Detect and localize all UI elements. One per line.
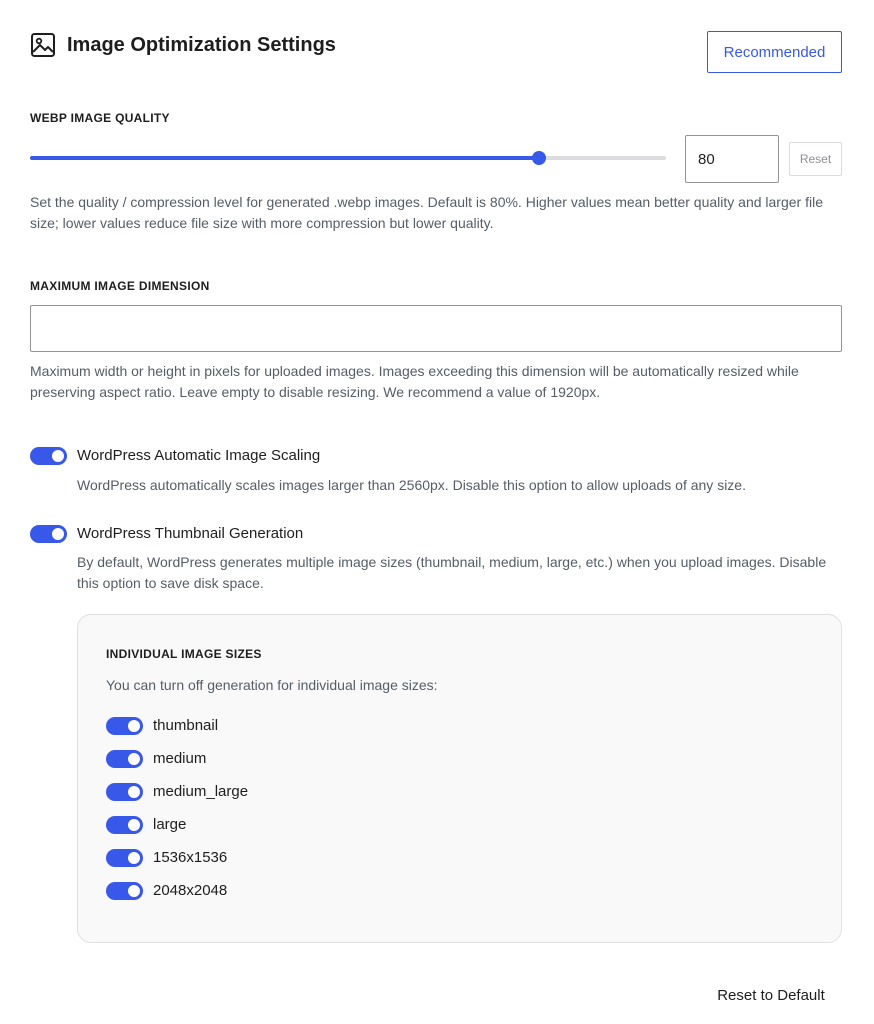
thumbnail-generation-help: By default, WordPress generates multiple image sizes (thumbnail, medium, large, etc.) when you upload images. Disable this option to save disk space. [77, 554, 827, 591]
size-toggle-thumbnail[interactable] [106, 717, 143, 735]
webp-quality-reset-button[interactable]: Reset [789, 142, 842, 176]
toggle-knob [128, 720, 140, 732]
auto-scaling-help: WordPress automatically scales images larger than 2560px. Disable this option to allow uploads of any size. [77, 477, 746, 493]
size-label-large: large [153, 816, 187, 833]
image-sizes-label: INDIVIDUAL IMAGE SIZES [106, 647, 262, 661]
toggle-knob [52, 528, 64, 540]
webp-quality-label: WEBP IMAGE QUALITY [30, 111, 170, 125]
size-label-1536x1536: 1536x1536 [153, 849, 228, 866]
size-toggle-2048x2048[interactable] [106, 882, 143, 900]
image-icon [30, 32, 56, 58]
page-title: Image Optimization Settings [67, 34, 336, 56]
toggle-knob [52, 450, 64, 462]
size-toggle-medium-large[interactable] [106, 783, 143, 801]
max-dimension-help: Maximum width or height in pixels for uploaded images. Images exceeding this dimension will be automatically resized while preserving aspect ratio. Leave empty to disable resizing. We recommend a value of 1920px. [30, 363, 799, 400]
size-label-2048x2048: 2048x2048 [153, 882, 228, 899]
thumbnail-generation-toggle[interactable] [30, 525, 67, 543]
size-toggle-large[interactable] [106, 816, 143, 834]
toggle-knob [128, 753, 140, 765]
size-toggle-1536x1536[interactable] [106, 849, 143, 867]
size-label-medium-large: medium_large [153, 783, 249, 800]
reset-to-default-button[interactable]: Reset to Default [700, 982, 842, 1008]
toggle-knob [128, 885, 140, 897]
webp-quality-input[interactable] [685, 135, 779, 183]
thumbnail-generation-label: WordPress Thumbnail Generation [77, 525, 304, 542]
webp-quality-slider-track[interactable] [30, 156, 666, 160]
webp-quality-slider-thumb[interactable] [532, 151, 546, 165]
auto-scaling-toggle[interactable] [30, 447, 67, 465]
max-dimension-input[interactable] [30, 305, 842, 352]
webp-quality-slider-fill [30, 156, 539, 160]
toggle-knob [128, 819, 140, 831]
auto-scaling-label: WordPress Automatic Image Scaling [77, 447, 321, 464]
size-toggle-medium[interactable] [106, 750, 143, 768]
image-sizes-help: You can turn off generation for individual image sizes: [106, 677, 438, 693]
webp-quality-help: Set the quality / compression level for generated .webp images. Default is 80%. Higher values mean better quality and larger file size; lower values reduce file size with more compression but lower quality. [30, 194, 823, 231]
size-label-thumbnail: thumbnail [153, 717, 219, 734]
size-label-medium: medium [153, 750, 207, 767]
toggle-knob [128, 852, 140, 864]
max-dimension-label: MAXIMUM IMAGE DIMENSION [30, 279, 210, 293]
recommended-button[interactable]: Recommended [707, 31, 842, 73]
toggle-knob [128, 786, 140, 798]
